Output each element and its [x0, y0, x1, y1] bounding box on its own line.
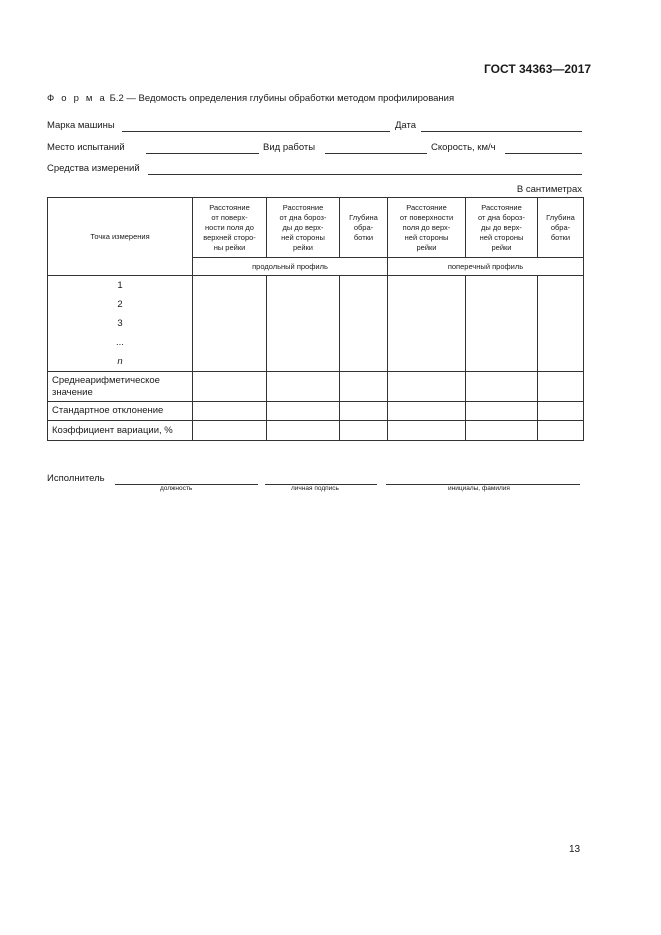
form-title-text: Б.2 — Ведомость определения глубины обработки методом профилирования: [109, 93, 455, 104]
col-header-5: [466, 198, 538, 258]
test-site-label: Место испытаний: [47, 142, 125, 153]
col2-line: ды до верх-: [282, 222, 324, 232]
col-header-4: [388, 198, 466, 258]
data-cell[interactable]: [388, 276, 466, 296]
col6-line: обра-: [550, 222, 571, 232]
measurement-table: [47, 197, 584, 441]
mean-label-line: значение: [52, 386, 93, 398]
col2-line: рейки: [292, 242, 313, 252]
data-cell[interactable]: [466, 352, 538, 372]
col1-line: ности поля до: [205, 222, 254, 232]
measuring-tools-label: Средства измерений: [47, 163, 140, 174]
data-cell[interactable]: [388, 295, 466, 314]
page-number: 13: [569, 844, 581, 855]
signature-caption: личная подпись: [291, 485, 339, 492]
col2-line: Расстояние: [282, 202, 324, 212]
point-label: 3: [48, 314, 193, 333]
test-site-field[interactable]: [146, 153, 259, 154]
data-cell[interactable]: [267, 276, 340, 296]
mean-label: [48, 372, 193, 402]
data-cell[interactable]: [193, 295, 267, 314]
position-caption: должность: [160, 485, 193, 492]
col4-line: поля до верх-: [402, 222, 451, 232]
col-header-2: [267, 198, 340, 258]
data-cell[interactable]: [340, 372, 388, 402]
data-cell[interactable]: [466, 314, 538, 333]
col5-line: Расстояние: [481, 202, 522, 212]
machine-brand-field[interactable]: [122, 131, 390, 132]
data-cell[interactable]: [538, 421, 584, 441]
data-cell[interactable]: [340, 276, 388, 296]
point-label: ...: [48, 333, 193, 352]
data-cell[interactable]: [466, 372, 538, 402]
col-header-3: [340, 198, 388, 258]
form-prefix: Ф о р м а: [47, 93, 107, 104]
data-cell[interactable]: [340, 352, 388, 372]
data-cell[interactable]: [538, 352, 584, 372]
col5-line: рейки: [491, 242, 512, 252]
data-cell[interactable]: [466, 333, 538, 352]
data-cell[interactable]: [388, 421, 466, 441]
standard-number: ГОСТ 34363—2017: [484, 62, 592, 76]
data-cell[interactable]: [538, 402, 584, 421]
work-type-label: Вид работы: [263, 142, 316, 153]
col3-line: Глубина: [349, 212, 378, 222]
date-field[interactable]: [421, 131, 582, 132]
col6-line: ботки: [550, 232, 571, 242]
data-cell[interactable]: [267, 352, 340, 372]
point-label: 2: [48, 295, 193, 314]
data-cell[interactable]: [193, 276, 267, 296]
longitudinal-profile-header: продольный профиль: [193, 258, 388, 276]
data-cell[interactable]: [193, 372, 267, 402]
data-cell[interactable]: [193, 314, 267, 333]
col2-line: ней стороны: [281, 232, 325, 242]
col5-line: ней стороны: [479, 232, 524, 242]
point-label: 1: [48, 276, 193, 296]
data-cell[interactable]: [267, 372, 340, 402]
transverse-profile-header: поперечный профиль: [388, 258, 584, 276]
data-cell[interactable]: [193, 333, 267, 352]
data-cell[interactable]: [267, 333, 340, 352]
machine-brand-label: Марка машины: [47, 120, 115, 131]
work-type-field[interactable]: [325, 153, 427, 154]
units-note: В сантиметрах: [516, 184, 582, 195]
data-cell[interactable]: [267, 402, 340, 421]
col5-line: от дна бороз-: [478, 212, 525, 222]
col3-line: обра-: [353, 222, 374, 232]
col6-line: Глубина: [546, 212, 575, 222]
data-cell[interactable]: [340, 402, 388, 421]
data-cell[interactable]: [340, 333, 388, 352]
col4-line: ней стороны: [404, 232, 449, 242]
col1-line: верхней сторо-: [203, 232, 256, 242]
name-caption: инициалы, фамилия: [448, 485, 510, 492]
data-cell[interactable]: [388, 333, 466, 352]
data-cell[interactable]: [538, 314, 584, 333]
data-cell[interactable]: [193, 421, 267, 441]
col1-line: ны рейки: [213, 242, 246, 252]
data-cell[interactable]: [466, 402, 538, 421]
data-cell[interactable]: [267, 295, 340, 314]
data-cell[interactable]: [388, 372, 466, 402]
data-cell[interactable]: [388, 402, 466, 421]
col3-line: ботки: [353, 232, 374, 242]
cv-label: Коэффициент вариации, %: [48, 421, 193, 441]
col-header-6: [538, 198, 584, 258]
data-cell[interactable]: [340, 295, 388, 314]
data-cell[interactable]: [466, 295, 538, 314]
point-label: n: [48, 352, 193, 372]
mean-label-line: Среднеарифметическое: [52, 374, 160, 386]
data-cell[interactable]: [388, 352, 466, 372]
data-cell[interactable]: [388, 314, 466, 333]
data-cell[interactable]: [538, 333, 584, 352]
col4-line: рейки: [416, 242, 437, 252]
col5-line: ды до верх-: [481, 222, 522, 232]
data-cell[interactable]: [340, 314, 388, 333]
data-cell[interactable]: [538, 295, 584, 314]
col-header-1: [193, 198, 267, 258]
data-cell[interactable]: [193, 352, 267, 372]
data-cell[interactable]: [538, 372, 584, 402]
std-dev-label: Стандартное отклонение: [48, 402, 193, 421]
executor-label: Исполнитель: [47, 473, 105, 484]
speed-label: Скорость, км/ч: [431, 142, 496, 153]
data-cell[interactable]: [267, 421, 340, 441]
data-cell[interactable]: [466, 276, 538, 296]
col4-line: от поверхности: [399, 212, 454, 222]
data-cell[interactable]: [340, 421, 388, 441]
speed-field[interactable]: [505, 153, 582, 154]
data-cell[interactable]: [193, 402, 267, 421]
col1-line: от поверх-: [211, 212, 248, 222]
col2-line: от дна бороз-: [279, 212, 327, 222]
point-header: Точка измерения: [48, 198, 193, 276]
data-cell[interactable]: [538, 276, 584, 296]
col4-line: Расстояние: [406, 202, 447, 212]
data-cell[interactable]: [466, 421, 538, 441]
measuring-tools-field[interactable]: [148, 174, 582, 175]
data-cell[interactable]: [267, 314, 340, 333]
form-title: [47, 93, 454, 104]
date-label: Дата: [395, 120, 417, 131]
col1-line: Расстояние: [209, 202, 250, 212]
